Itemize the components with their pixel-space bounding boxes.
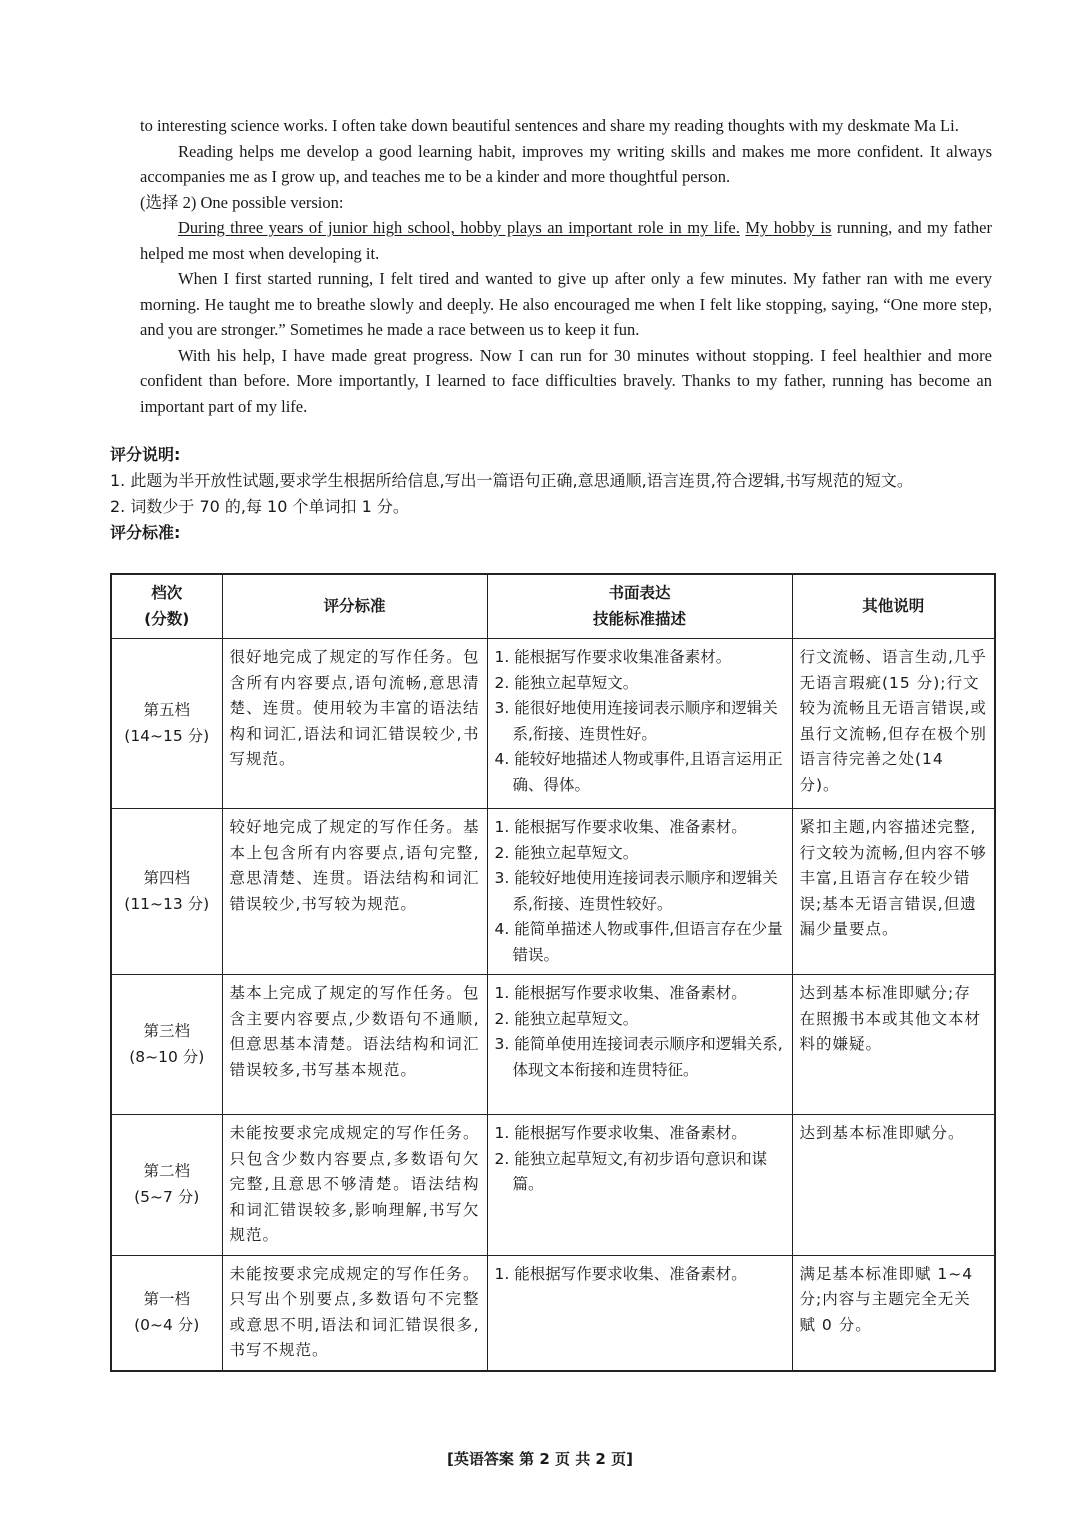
level-cell: 第一档 (0~4 分) bbox=[111, 1255, 222, 1371]
table-row bbox=[111, 1255, 995, 1371]
essay-paragraph-3-rest: running, and my father helped me most when developing it. bbox=[140, 218, 993, 263]
scoring-notes bbox=[110, 442, 994, 546]
scoring-note-1: 1. 此题为半开放性试题,要求学生根据所给信息,写出一篇语句正确,意思通顺,语言连贯,符合逻辑,书写规范的短文。 bbox=[110, 471, 913, 490]
level-cell: 第四档 (11~13 分) bbox=[111, 809, 222, 975]
level-cell: 第三档 (8~10 分) bbox=[111, 975, 222, 1115]
other-cell: 达到基本标准即赋分;存在照搬书本或其他文本材料的嫌疑。 bbox=[792, 975, 995, 1115]
header-other: 其他说明 bbox=[792, 574, 995, 639]
essay-paragraph-1: to interesting science works. I often take down beautiful sentences and share my reading thoughts with my deskmate Ma Li. bbox=[140, 116, 959, 135]
table-row bbox=[111, 1115, 995, 1256]
level-cell: 第二档 (5~7 分) bbox=[111, 1115, 222, 1256]
other-cell: 紧扣主题,内容描述完整,行文较为流畅,但内容不够丰富,且语言存在较少错误;基本无语言错误,但遗漏少量要点。 bbox=[792, 809, 995, 975]
level-cell: 第五档 (14~15 分) bbox=[111, 639, 222, 809]
skill-cell: 1. 能根据写作要求收集、准备素材。 2. 能独立起草短文,有初步语句意识和谋篇。 bbox=[487, 1115, 792, 1256]
scoring-note-2: 2. 词数少于 70 的,每 10 个单词扣 1 分。 bbox=[110, 497, 409, 516]
standard-cell: 未能按要求完成规定的写作任务。只写出个别要点,多数语句不完整或意思不明,语法和词汇错误很多,书写不规范。 bbox=[222, 1255, 487, 1371]
standard-cell: 未能按要求完成规定的写作任务。只包含少数内容要点,多数语句欠完整,且意思不够清楚。语法结构和词汇错误较多,影响理解,书写欠规范。 bbox=[222, 1115, 487, 1256]
essay-paragraph-5: With his help, I have made great progress. Now I can run for 30 minutes without stopping. I feel healthier and more confident than before. More importantly, I learned to face difficulties bravely. Thanks to my father, running has become an important part of my life. bbox=[140, 345, 992, 416]
other-cell: 满足基本标准即赋 1~4 分;内容与主题完全无关赋 0 分。 bbox=[792, 1255, 995, 1371]
scoring-standard-heading: 评分标准: bbox=[110, 523, 181, 542]
skill-cell: 1. 能根据写作要求收集、准备素材。 bbox=[487, 1255, 792, 1371]
skill-cell: 1. 能根据写作要求收集准备素材。 2. 能独立起草短文。 3. 能很好地使用连接词表示顺序和逻辑关系,衔接、连贯性好。 4. 能较好地描述人物或事件,且语言运用正确、得体。 bbox=[487, 639, 792, 809]
underlined-topic-sentence: During three years of junior high school, hobby plays an important role in my life. bbox=[178, 218, 740, 237]
header-level: 档次 (分数) bbox=[111, 574, 222, 639]
other-cell: 达到基本标准即赋分。 bbox=[792, 1115, 995, 1256]
essay-paragraph-4: When I first started running, I felt tired and wanted to give up after only a few minutes. My father ran with me every morning. He taught me to breathe slowly and deeply. He also encouraged me when I felt like stopping, saying, “One more step, and you are stronger.” Sometimes he made a race between us to keep it fun. bbox=[140, 269, 992, 339]
table-row bbox=[111, 975, 995, 1115]
table-row bbox=[111, 639, 995, 809]
essay-paragraph-3 bbox=[140, 215, 992, 266]
header-skill: 书面表达 技能标准描述 bbox=[487, 574, 792, 639]
essay-paragraph-2: Reading helps me develop a good learning habit, improves my writing skills and makes me more confident. It always accompanies me as I grow up, and teaches me to be a kinder and more thoughtful person. bbox=[140, 141, 992, 186]
other-cell: 行文流畅、语言生动,几乎无语言瑕疵(15 分);行文较为流畅且无语言错误,或虽行文流畅,但存在极个别语言待完善之处(14 分)。 bbox=[792, 639, 995, 809]
scoring-notes-heading: 评分说明: bbox=[110, 445, 181, 464]
underlined-hobby-phrase: My hobby is bbox=[745, 218, 832, 237]
sample-essay bbox=[140, 113, 992, 419]
version-label: (选择 2) One possible version: bbox=[140, 192, 344, 212]
header-standard: 评分标准 bbox=[222, 574, 487, 639]
scoring-table bbox=[110, 573, 996, 1372]
skill-cell: 1. 能根据写作要求收集、准备素材。 2. 能独立起草短文。 3. 能简单使用连接词表示顺序和逻辑关系,体现文本衔接和连贯特征。 bbox=[487, 975, 792, 1115]
page-footer: [英语答案 第 2 页 共 2 页] bbox=[447, 1450, 633, 1468]
table-row bbox=[111, 809, 995, 975]
table-header-row bbox=[111, 574, 995, 639]
standard-cell: 较好地完成了规定的写作任务。基本上包含所有内容要点,语句完整,意思清楚、连贯。语法结构和词汇错误较少,书写较为规范。 bbox=[222, 809, 487, 975]
standard-cell: 很好地完成了规定的写作任务。包含所有内容要点,语句流畅,意思清楚、连贯。使用较为丰富的语法结构和词汇,语法和词汇错误较少,书写规范。 bbox=[222, 639, 487, 809]
standard-cell: 基本上完成了规定的写作任务。包含主要内容要点,少数语句不通顺,但意思基本清楚。语法结构和词汇错误较多,书写基本规范。 bbox=[222, 975, 487, 1115]
skill-cell: 1. 能根据写作要求收集、准备素材。 2. 能独立起草短文。 3. 能较好地使用连接词表示顺序和逻辑关系,衔接、连贯性较好。 4. 能简单描述人物或事件,但语言存在少量错误。 bbox=[487, 809, 792, 975]
